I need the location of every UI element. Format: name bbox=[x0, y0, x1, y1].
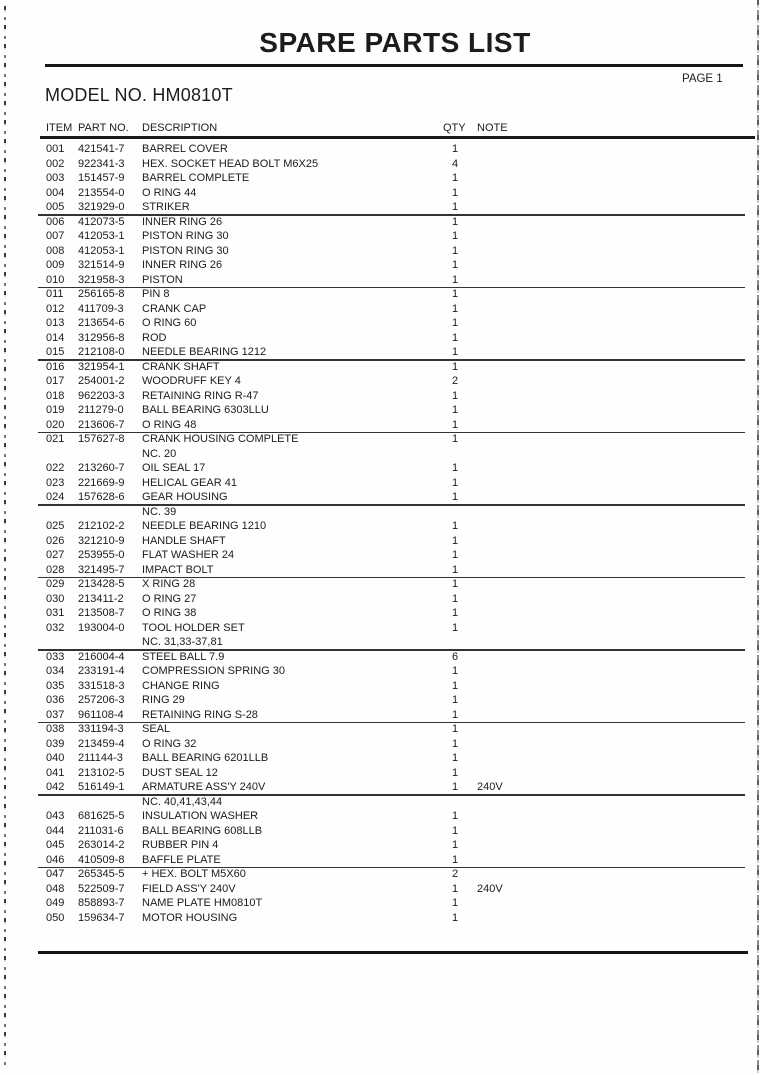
table-row bbox=[0, 592, 760, 607]
description-cell: PIN 8 bbox=[142, 288, 170, 300]
item-cell: 039 bbox=[46, 737, 65, 750]
qty-cell: 1 bbox=[451, 534, 459, 547]
description-cell: O RING 27 bbox=[142, 592, 197, 605]
table-row bbox=[0, 229, 760, 244]
description-cell: COMPRESSION SPRING 30 bbox=[142, 665, 286, 677]
description-cell: RETAINING RING S-28 bbox=[142, 708, 258, 721]
item-cell: 020 bbox=[46, 418, 65, 431]
item-cell: 026 bbox=[46, 534, 65, 547]
table-row bbox=[0, 403, 760, 418]
part-no-cell: 221669-9 bbox=[78, 476, 125, 489]
description-cell: ARMATURE ASS'Y 240V bbox=[142, 781, 266, 793]
description-cell: DUST SEAL 12 bbox=[142, 766, 218, 779]
qty-cell: 1 bbox=[451, 737, 459, 750]
table-row bbox=[0, 751, 760, 766]
table-row bbox=[0, 200, 760, 215]
part-no-cell: 193004-0 bbox=[78, 621, 125, 634]
qty-cell: 1 bbox=[451, 230, 459, 242]
description-cell: PISTON RING 30 bbox=[142, 230, 229, 242]
part-no-cell: 212102-2 bbox=[78, 520, 125, 532]
qty-cell: 1 bbox=[451, 694, 459, 706]
table-row bbox=[0, 896, 760, 911]
qty-cell: 1 bbox=[451, 404, 459, 416]
table-row bbox=[0, 302, 760, 317]
part-no-cell: 213508-7 bbox=[78, 607, 125, 619]
qty-cell: 1 bbox=[451, 143, 459, 155]
description-cell: NEEDLE BEARING 1212 bbox=[142, 346, 267, 358]
table-row bbox=[0, 432, 760, 447]
part-no-cell: 321210-9 bbox=[78, 534, 125, 547]
part-no-cell: 213654-6 bbox=[78, 317, 125, 329]
column-header-item: ITEM bbox=[46, 122, 73, 134]
description-cell: X RING 28 bbox=[142, 578, 196, 590]
qty-cell: 1 bbox=[451, 679, 459, 692]
qty-cell: 1 bbox=[451, 752, 459, 764]
item-cell: 027 bbox=[46, 549, 65, 561]
table-row bbox=[0, 258, 760, 273]
title-rule bbox=[45, 64, 743, 67]
table-row bbox=[0, 244, 760, 259]
table-row bbox=[0, 316, 760, 331]
item-cell: 043 bbox=[46, 810, 65, 822]
part-no-cell: 312956-8 bbox=[78, 331, 125, 344]
qty-cell: 1 bbox=[451, 317, 459, 329]
part-no-cell: 159634-7 bbox=[78, 911, 125, 924]
description-cell: O RING 48 bbox=[142, 418, 197, 431]
qty-cell: 1 bbox=[451, 215, 459, 228]
qty-cell: 1 bbox=[451, 911, 459, 924]
qty-cell: 1 bbox=[451, 810, 459, 822]
description-cell: ROD bbox=[142, 331, 167, 344]
qty-cell: 1 bbox=[451, 592, 459, 605]
item-cell: 015 bbox=[46, 346, 65, 358]
part-no-cell: 321929-0 bbox=[78, 201, 125, 213]
table-row bbox=[0, 824, 760, 839]
description-cell: PISTON RING 30 bbox=[142, 244, 229, 257]
description-cell: CRANK HOUSING COMPLETE bbox=[142, 433, 299, 445]
part-no-cell: 331194-3 bbox=[78, 723, 124, 735]
qty-cell: 1 bbox=[451, 346, 459, 358]
description-cell: O RING 32 bbox=[142, 737, 197, 750]
item-cell: 017 bbox=[46, 375, 65, 387]
qty-cell: 1 bbox=[451, 824, 459, 837]
model-number-label: MODEL NO. HM0810T bbox=[45, 85, 233, 105]
part-no-cell: 213606-7 bbox=[78, 418, 125, 431]
part-no-cell: 254001-2 bbox=[78, 375, 125, 387]
item-cell: 032 bbox=[46, 621, 65, 634]
qty-cell: 2 bbox=[451, 868, 459, 880]
qty-cell: 1 bbox=[451, 331, 459, 344]
qty-cell: 1 bbox=[451, 708, 459, 721]
part-no-cell: 961108-4 bbox=[78, 708, 124, 721]
description-cell: NEEDLE BEARING 1210 bbox=[142, 520, 267, 532]
table-row bbox=[0, 331, 760, 346]
table-row bbox=[0, 374, 760, 389]
part-no-cell: 151457-9 bbox=[78, 172, 125, 184]
item-cell: 011 bbox=[46, 288, 64, 300]
description-cell: INSULATION WASHER bbox=[142, 810, 259, 822]
item-cell: 010 bbox=[46, 273, 65, 286]
part-no-cell: 213459-4 bbox=[78, 737, 125, 750]
description-cell: RETAINING RING R-47 bbox=[142, 389, 259, 402]
item-cell: 014 bbox=[46, 331, 65, 344]
item-cell: 033 bbox=[46, 650, 65, 663]
part-no-cell: 263014-2 bbox=[78, 839, 125, 851]
item-cell: 025 bbox=[46, 520, 65, 532]
description-cell: PISTON bbox=[142, 273, 183, 286]
qty-cell: 1 bbox=[451, 201, 459, 213]
item-cell: 042 bbox=[46, 781, 65, 793]
qty-cell: 1 bbox=[451, 882, 459, 895]
table-row bbox=[0, 505, 760, 520]
description-cell: HEX. SOCKET HEAD BOLT M6X25 bbox=[142, 157, 319, 170]
qty-cell: 1 bbox=[451, 259, 459, 271]
part-no-cell: 253955-0 bbox=[78, 549, 125, 561]
part-no-cell: 211144-3 bbox=[78, 752, 123, 764]
qty-cell: 1 bbox=[451, 563, 459, 576]
item-cell: 047 bbox=[46, 868, 65, 880]
table-row bbox=[0, 693, 760, 708]
part-no-cell: 411709-3 bbox=[78, 302, 124, 315]
item-cell: 050 bbox=[46, 911, 65, 924]
description-cell: HANDLE SHAFT bbox=[142, 534, 226, 547]
description-cell: STRIKER bbox=[142, 201, 190, 213]
item-cell: 034 bbox=[46, 665, 65, 677]
column-header-part-no: PART NO. bbox=[78, 122, 129, 134]
part-no-cell: 412053-1 bbox=[78, 230, 125, 242]
description-cell: CHANGE RING bbox=[142, 679, 220, 692]
description-cell: BALL BEARING 6303LLU bbox=[142, 404, 269, 416]
description-cell: O RING 60 bbox=[142, 317, 197, 329]
table-row bbox=[0, 171, 760, 186]
qty-cell: 1 bbox=[451, 607, 459, 619]
part-no-cell: 212108-0 bbox=[78, 346, 125, 358]
item-cell: 019 bbox=[46, 404, 65, 416]
part-no-cell: 157627-8 bbox=[78, 433, 125, 445]
part-no-cell: 257206-3 bbox=[78, 694, 125, 706]
note-cell: 240V bbox=[477, 781, 503, 793]
table-row bbox=[0, 186, 760, 201]
table-row bbox=[0, 447, 760, 462]
item-cell: 030 bbox=[46, 592, 65, 605]
page-title: SPARE PARTS LIST bbox=[259, 27, 531, 58]
part-no-cell: 421541-7 bbox=[78, 143, 125, 155]
table-row bbox=[0, 708, 760, 723]
qty-cell: 1 bbox=[451, 839, 459, 851]
description-cell: IMPACT BOLT bbox=[142, 563, 214, 576]
item-cell: 029 bbox=[46, 578, 65, 590]
table-row bbox=[0, 780, 760, 795]
description-cell: GEAR HOUSING bbox=[142, 491, 228, 503]
part-no-cell: 321958-3 bbox=[78, 273, 125, 286]
item-cell: 008 bbox=[46, 244, 65, 257]
table-row bbox=[0, 882, 760, 897]
description-cell: OIL SEAL 17 bbox=[142, 462, 206, 474]
item-cell: 028 bbox=[46, 563, 65, 576]
item-cell: 013 bbox=[46, 317, 65, 329]
part-no-cell: 962203-3 bbox=[78, 389, 125, 402]
item-cell: 016 bbox=[46, 360, 65, 373]
description-cell: RING 29 bbox=[142, 694, 185, 706]
description-cell: HELICAL GEAR 41 bbox=[142, 476, 237, 489]
table-row bbox=[0, 664, 760, 679]
description-cell: INNER RING 26 bbox=[142, 215, 223, 228]
qty-cell: 2 bbox=[451, 375, 459, 387]
table-row bbox=[0, 809, 760, 824]
item-cell: 021 bbox=[46, 433, 65, 445]
qty-cell: 1 bbox=[451, 781, 459, 793]
part-no-cell: 211031-6 bbox=[78, 824, 124, 837]
part-no-cell: 211279-0 bbox=[78, 404, 124, 416]
description-cell: + HEX. BOLT M5X60 bbox=[142, 868, 246, 880]
description-cell: NC. 20 bbox=[142, 447, 177, 460]
description-cell: BALL BEARING 6201LLB bbox=[142, 752, 269, 764]
item-cell: 044 bbox=[46, 824, 65, 837]
part-no-cell: 216004-4 bbox=[78, 650, 125, 663]
qty-cell: 1 bbox=[451, 273, 459, 286]
part-no-cell: 410509-8 bbox=[78, 853, 125, 866]
qty-cell: 1 bbox=[451, 665, 459, 677]
table-row bbox=[0, 911, 760, 926]
qty-cell: 1 bbox=[451, 389, 459, 402]
table-row bbox=[0, 635, 760, 650]
table-row bbox=[0, 577, 760, 592]
qty-cell: 1 bbox=[451, 853, 459, 866]
table-body bbox=[0, 142, 760, 925]
description-cell: FLAT WASHER 24 bbox=[142, 549, 235, 561]
table-row bbox=[0, 853, 760, 868]
item-cell: 003 bbox=[46, 172, 65, 184]
table-row bbox=[0, 142, 760, 157]
table-row bbox=[0, 737, 760, 752]
description-cell: O RING 38 bbox=[142, 607, 197, 619]
part-no-cell: 213102-5 bbox=[78, 766, 125, 779]
qty-cell: 1 bbox=[451, 520, 459, 532]
description-cell: NC. 40,41,43,44 bbox=[142, 795, 223, 808]
qty-cell: 1 bbox=[451, 433, 459, 445]
part-no-cell: 213260-7 bbox=[78, 462, 125, 474]
item-cell: 009 bbox=[46, 259, 65, 271]
part-no-cell: 265345-5 bbox=[78, 868, 125, 880]
item-cell: 002 bbox=[46, 157, 65, 170]
qty-cell: 1 bbox=[451, 462, 459, 474]
description-cell: FIELD ASS'Y 240V bbox=[142, 882, 236, 895]
part-no-cell: 412053-1 bbox=[78, 244, 125, 257]
description-cell: BARREL COVER bbox=[142, 143, 228, 155]
part-no-cell: 213411-2 bbox=[78, 592, 124, 605]
item-cell: 037 bbox=[46, 708, 65, 721]
part-no-cell: 922341-3 bbox=[78, 157, 125, 170]
qty-cell: 1 bbox=[451, 621, 459, 634]
item-cell: 023 bbox=[46, 476, 65, 489]
page-number: PAGE 1 bbox=[682, 73, 723, 85]
item-cell: 001 bbox=[46, 143, 65, 155]
table-row bbox=[0, 461, 760, 476]
item-cell: 045 bbox=[46, 839, 65, 851]
part-no-cell: 516149-1 bbox=[78, 781, 125, 793]
item-cell: 046 bbox=[46, 853, 65, 866]
part-no-cell: 213428-5 bbox=[78, 578, 125, 590]
item-cell: 012 bbox=[46, 302, 65, 315]
qty-cell: 1 bbox=[451, 476, 459, 489]
item-cell: 006 bbox=[46, 215, 65, 228]
part-no-cell: 233191-4 bbox=[78, 665, 125, 677]
item-cell: 005 bbox=[46, 201, 65, 213]
qty-cell: 6 bbox=[451, 650, 459, 663]
table-row bbox=[0, 606, 760, 621]
part-no-cell: 331518-3 bbox=[78, 679, 125, 692]
description-cell: BARREL COMPLETE bbox=[142, 172, 250, 184]
qty-cell: 1 bbox=[451, 186, 459, 199]
table-row bbox=[0, 418, 760, 433]
item-cell: 036 bbox=[46, 694, 65, 706]
qty-cell: 1 bbox=[451, 766, 459, 779]
item-cell: 004 bbox=[46, 186, 65, 199]
qty-cell: 1 bbox=[451, 578, 459, 590]
description-cell: NAME PLATE HM0810T bbox=[142, 897, 263, 909]
item-cell: 024 bbox=[46, 491, 65, 503]
qty-cell: 1 bbox=[451, 172, 459, 184]
qty-cell: 1 bbox=[451, 288, 459, 300]
qty-cell: 1 bbox=[451, 549, 459, 561]
description-cell: MOTOR HOUSING bbox=[142, 911, 238, 924]
part-no-cell: 321495-7 bbox=[78, 563, 125, 576]
item-cell: 040 bbox=[46, 752, 65, 764]
part-no-cell: 858893-7 bbox=[78, 897, 125, 909]
item-cell: 041 bbox=[46, 766, 65, 779]
item-cell: 035 bbox=[46, 679, 65, 692]
table-row bbox=[0, 679, 760, 694]
table-row bbox=[0, 722, 760, 737]
table-row bbox=[0, 534, 760, 549]
description-cell: O RING 44 bbox=[142, 186, 197, 199]
table-row bbox=[0, 867, 760, 882]
part-no-cell: 213554-0 bbox=[78, 186, 125, 199]
item-cell: 049 bbox=[46, 897, 65, 909]
table-row bbox=[0, 287, 760, 302]
table-row bbox=[0, 476, 760, 491]
table-row bbox=[0, 273, 760, 288]
item-cell: 018 bbox=[46, 389, 65, 402]
qty-cell: 1 bbox=[451, 418, 459, 431]
description-cell: TOOL HOLDER SET bbox=[142, 621, 245, 634]
part-no-cell: 157628-6 bbox=[78, 491, 125, 503]
table-header bbox=[0, 122, 760, 137]
part-no-cell: 321954-1 bbox=[78, 360, 125, 373]
table-row bbox=[0, 215, 760, 230]
table-row bbox=[0, 490, 760, 505]
description-cell: STEEL BALL 7.9 bbox=[142, 650, 225, 663]
description-cell: SEAL bbox=[142, 723, 171, 735]
table-row bbox=[0, 548, 760, 563]
qty-cell: 1 bbox=[451, 723, 459, 735]
description-cell: RUBBER PIN 4 bbox=[142, 839, 219, 851]
description-cell: BAFFLE PLATE bbox=[142, 853, 221, 866]
description-cell: NC. 39 bbox=[142, 505, 177, 518]
table-row bbox=[0, 563, 760, 578]
description-cell: NC. 31,33-37,81 bbox=[142, 636, 223, 648]
description-cell: INNER RING 26 bbox=[142, 259, 223, 271]
table-row bbox=[0, 345, 760, 360]
item-cell: 007 bbox=[46, 230, 65, 242]
qty-cell: 1 bbox=[451, 897, 459, 909]
description-cell: WOODRUFF KEY 4 bbox=[142, 375, 241, 387]
item-cell: 038 bbox=[46, 723, 65, 735]
note-cell: 240V bbox=[477, 882, 503, 895]
part-no-cell: 256165-8 bbox=[78, 288, 125, 300]
bottom-rule bbox=[38, 951, 748, 954]
table-row bbox=[0, 650, 760, 665]
table-row bbox=[0, 795, 760, 810]
qty-cell: 4 bbox=[451, 157, 459, 170]
header-rule bbox=[40, 136, 755, 139]
qty-cell: 1 bbox=[451, 244, 459, 257]
table-row bbox=[0, 519, 760, 534]
part-no-cell: 681625-5 bbox=[78, 810, 125, 822]
part-no-cell: 522509-7 bbox=[78, 882, 125, 895]
column-header-qty: QTY bbox=[443, 122, 466, 134]
part-no-cell: 412073-5 bbox=[78, 215, 125, 228]
qty-cell: 1 bbox=[451, 360, 459, 373]
item-cell: 048 bbox=[46, 882, 65, 895]
table-row bbox=[0, 621, 760, 636]
table-row bbox=[0, 360, 760, 375]
column-header-description: DESCRIPTION bbox=[142, 122, 218, 134]
description-cell: CRANK CAP bbox=[142, 302, 207, 315]
qty-cell: 1 bbox=[451, 491, 459, 503]
table-row bbox=[0, 157, 760, 172]
description-cell: CRANK SHAFT bbox=[142, 360, 220, 373]
description-cell: BALL BEARING 608LLB bbox=[142, 824, 263, 837]
item-cell: 022 bbox=[46, 462, 65, 474]
table-row bbox=[0, 766, 760, 781]
item-cell: 031 bbox=[46, 607, 65, 619]
table-row bbox=[0, 838, 760, 853]
qty-cell: 1 bbox=[451, 302, 459, 315]
table-row bbox=[0, 389, 760, 404]
part-no-cell: 321514-9 bbox=[78, 259, 125, 271]
column-header-note: NOTE bbox=[477, 122, 508, 134]
